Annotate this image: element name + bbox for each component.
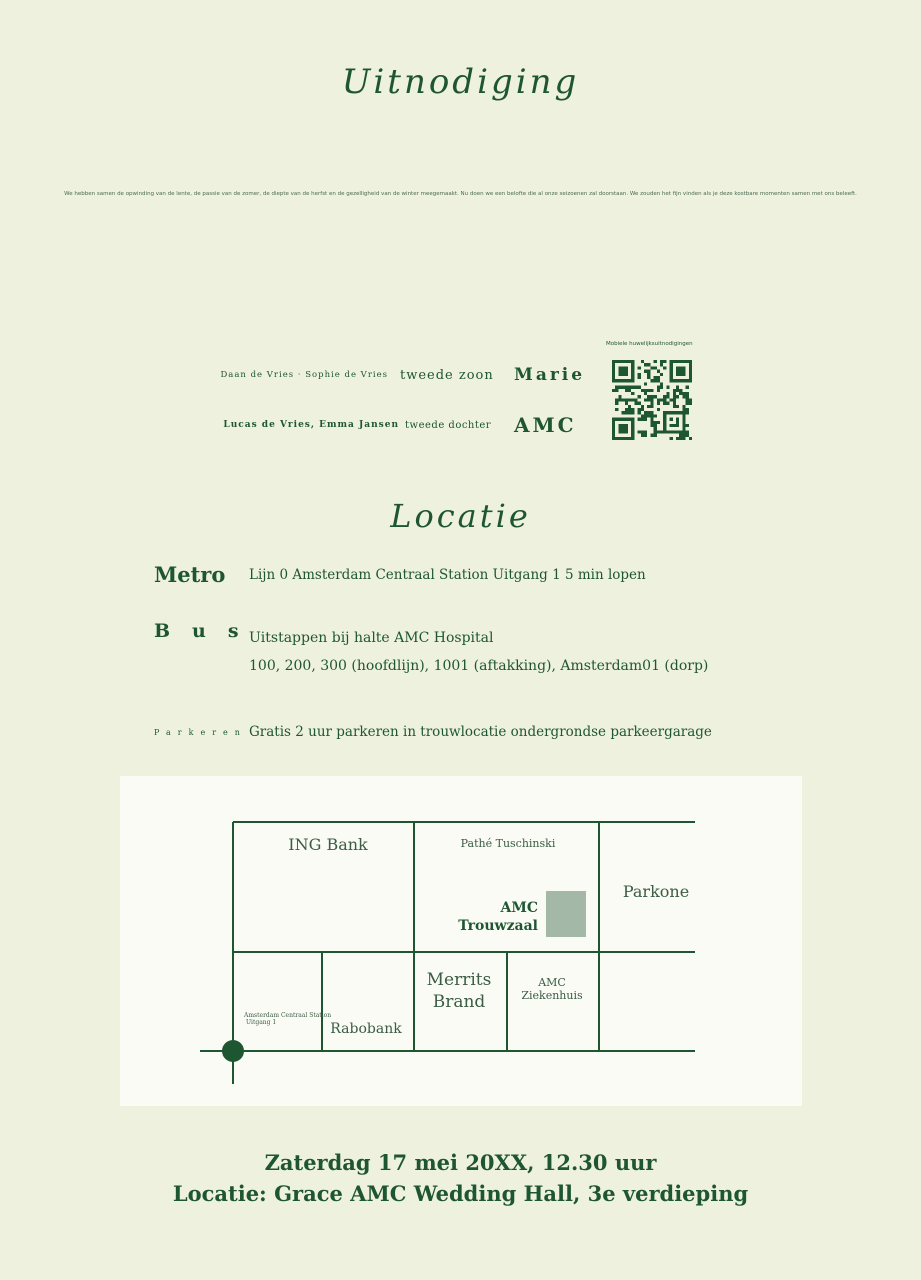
map-label-venue-1: AMC — [500, 900, 538, 916]
groom-relation: tweede zoon — [400, 368, 494, 383]
bus-stop: Uitstappen bij halte AMC Hospital — [249, 630, 494, 646]
map-label-merrits-1: Merrits — [426, 970, 492, 990]
event-venue: Locatie: Grace AMC Wedding Hall, 3e verdieping — [172, 1181, 749, 1206]
map-label-merrits-2: Brand — [432, 992, 486, 1012]
groom-name: Marie — [514, 365, 586, 385]
event-date: Zaterdag 17 mei 20XX, 12.30 uur — [264, 1150, 657, 1175]
map-roads — [200, 822, 695, 1084]
groom-parents: Daan de Vries · Sophie de Vries — [220, 370, 388, 380]
location-title: Locatie — [390, 497, 531, 535]
map-label-ing: ING Bank — [288, 835, 368, 854]
map-label-venue-2: Trouwzaal — [458, 918, 538, 934]
invitation-title: Uitnodiging — [341, 62, 580, 102]
map-label-pathe: Pathé Tuschinski — [460, 837, 556, 850]
map-label-rabobank: Rabobank — [330, 1021, 402, 1037]
intro-text: We hebben samen de opwinding van de lente, de passie van de zomer, de diepte van de herfst en de gezelligheid van de winter meegemaakt. Nu doen we een belofte die al onze seizoenen zal doorstaan. We zouden het fijn vinden als je deze kostbare momenten samen met ons beleeft. — [64, 191, 857, 197]
parking-label: Parkeren — [154, 728, 247, 737]
parking-info: Gratis 2 uur parkeren in trouwlocatie ondergrondse parkeergarage — [249, 724, 712, 740]
bus-lines: 100, 200, 300 (hoofdlijn), 1001 (aftakking), Amsterdam01 (dorp) — [249, 658, 709, 674]
map-label-station-2: Uitgang 1 — [246, 1019, 277, 1026]
bride-parents: Lucas de Vries, Emma Jansen — [223, 420, 399, 430]
qr-caption: Mobiele huwelijksuitnodigingen — [606, 341, 693, 347]
venue-marker — [546, 891, 586, 937]
map-label-station-1: Amsterdam Centraal Station — [244, 1012, 332, 1019]
map-label-hospital-2: Ziekenhuis — [521, 989, 583, 1002]
bride-name: AMC — [514, 413, 577, 437]
metro-directions: Lijn 0 Amsterdam Centraal Station Uitgang 1 5 min lopen — [249, 567, 646, 583]
station-marker — [222, 1040, 244, 1062]
location-map — [120, 776, 802, 1106]
bus-label: Bus — [154, 620, 261, 642]
metro-label: Metro — [154, 562, 226, 587]
map-label-parkone: Parkone — [622, 882, 690, 901]
qr-code-icon[interactable] — [612, 360, 692, 440]
bride-relation: tweede dochter — [405, 420, 492, 431]
map-label-hospital-1: AMC — [538, 976, 566, 989]
